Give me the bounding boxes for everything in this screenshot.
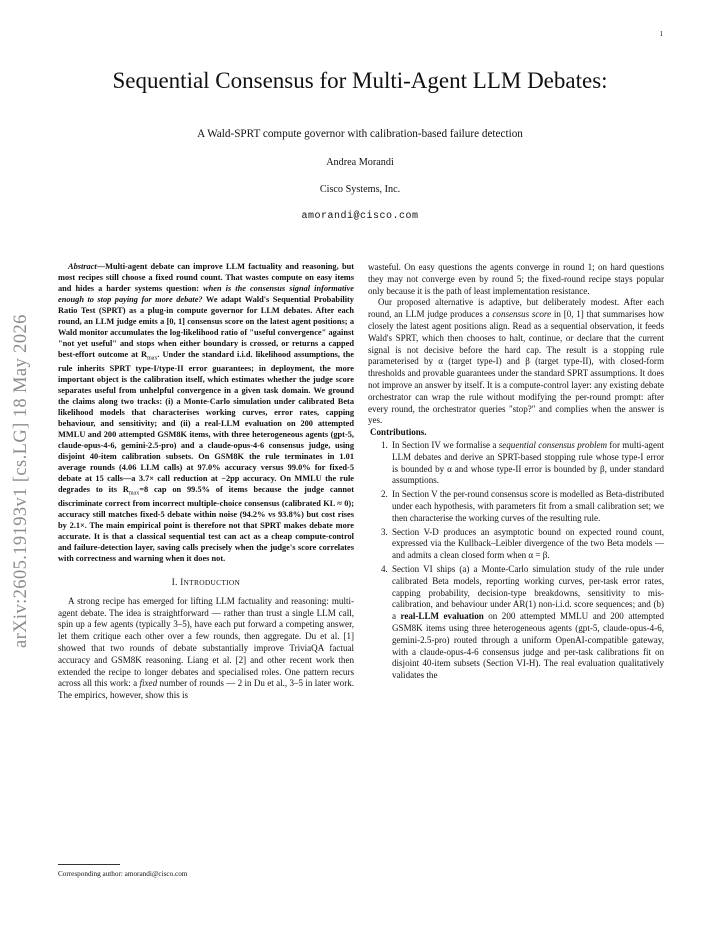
contribution-item: 1. In Section IV we formalise a sequential consensus problem for multi-agent LLM debates and derive an SPRT-based stopping rule whose type-I error is bounded by α and whose type-II error is bounded by β, under standard assumptions. [390, 440, 664, 487]
author-affiliation: Cisco Systems, Inc. [319, 184, 401, 195]
paper-subtitle: A Wald-SPRT compute governor with calibration-based failure detection [197, 128, 523, 140]
intro-paragraph-1-cont: wasteful. On easy questions the agents converge in round 1; on hard questions they may not converge even by round 5; the fixed-round recipe stays popular only because it is the path of least implementation resistance. [368, 262, 664, 296]
abstract-text-2: We adapt Wald's Sequential Probability Ratio Test (SPRT) as a plug-in compute governor for LLM debates. After each round, an LLM judge emits a [0, 1] consensus score on the latest agent positions; a Wald monitor accumulates the log-likelihood ratio of "useful convergence" against "not yet useful" and stops when either boundary is crossed, or returns a capped best-effort outcome at R [58, 294, 354, 359]
contributions-list [368, 440, 664, 682]
abstract-text-3: . Under the standard i.i.d. likelihood assumptions, the rule inherits SPRT type-I/type-II error guarantees; in deployment, the more important object is the calibration itself, which estimates whether the judge score separates useful from unhelpful convergence in a given task domain. We ground the claims along two tracks: (i) a Monte-Carlo simulation under calibrated Beta likelihood models that characterises working curves, error rates, capping behaviour, and sensitivity; and (ii) a real-LLM evaluation on 200 attempted MMLU and 200 attempted GSM8K items, with three heterogeneous agents (gpt-5, claude-opus-4-6, gemini-2.5-pro) and a claude-opus-4-6 consensus judge, using disjoint 40-item calibration subsets. On GSM8K the rule terminates in 1.01 average rounds (4.06 LLM calls) at 97.0% accuracy versus 99.0% for fixed-5 debate at 15 calls—a 3.7× call reduction at −2pp accuracy. On MMLU the rule degrades to its R [58, 349, 355, 494]
page-number: 1 [659, 30, 663, 38]
contribution-item: 2. In Section V the per-round consensus score is modelled as Beta-distributed under each hypothesis, with parameters fit from a small calibration set; we then characterise the working curves of the resulting rule. [390, 489, 664, 524]
section-heading-introduction: I. INTRODUCTION [171, 577, 241, 588]
right-column [368, 262, 664, 684]
abstract-text-4: =8 cap on 99.5% of items because the judge cannot discriminate correct from incorrect multiple-choice consensus (calibrated KL ≈ 0); accuracy still matches fixed-5 debate within noise (94.2% vs 93.8%) but cost rises by 2.1×. The main empirical point is therefore not that SPRT makes debate more accurate. It is that a classical sequential test can act as a cheap compute-control and failure-detection layer, saving calls precisely when the judge's score correlates with correctness and warning when it does not. [58, 484, 354, 564]
contributions-heading: Contributions. [370, 427, 427, 438]
arxiv-stamp: arXiv:2605.19193v1 [cs.LG] 18 May 2026 [11, 314, 31, 648]
paper-title: Sequential Consensus for Multi-Agent LLM Debates: [112, 68, 608, 93]
footnote-rule [58, 864, 120, 865]
abstract-question: when is the consensus signal informative enough to stop paying for more debate? [58, 283, 354, 304]
abstract-text-1: Multi-agent debate can improve LLM factuality and reasoning, but most recipes still choose a fixed round count. That wastes compute on easy items and hides a harder systems question: [58, 262, 354, 293]
abstract-lead: Abstract [68, 262, 97, 271]
contribution-item: 3. Section V-D produces an asymptotic bound on expected round count, expressed via the Kullback–Leibler divergence of the two Beta models — and admits a clean closed form when α = β. [390, 527, 664, 562]
author-email: amorandi@cisco.com [301, 211, 419, 222]
footnote: Corresponding author: amorandi@cisco.com [58, 870, 188, 878]
contribution-item: 4. Section VI ships (a) a Monte-Carlo simulation study of the rule under calibrated Beta models, reporting working curves, per-task error rates, capping probability, decision-type breakdowns, sensitivity to mis-calibration, and behaviour under AR(1) non-i.i.d. score sequences; and (b) a real-LLM evaluation on 200 attempted MMLU and 200 attempted GSM8K items using three heterogeneous agents (gpt-5, claude-opus-4-6, gemini-2.5-pro) routed through a uniform OpenAI-compatible gateway, with a claude-opus-4-6 consensus judge and per-task calibrations fit on disjoint 40-item subsets (Section VI-H). The real evaluation qualitatively validates the [390, 564, 664, 682]
author-name: Andrea Morandi [326, 157, 394, 168]
left-column [58, 262, 354, 702]
intro-paragraph-2: Our proposed alternative is adaptive, but deliberately modest. After each round, an LLM judge produces a consensus score in [0, 1] that summarises how closely the latest agent positions align. Read as a sequential observation, it feeds Wald's SPRT, which then chooses to halt, continue, or declare that the current signal is not decisive before the hard cap. The result is a stopping rule parameterised by α (target type-I) and β (target type-II), with closed-form thresholds and provable guarantees under the standard SPRT assumptions. It does not improve an answer by itself. It is a compute-control layer: any existing debate orchestrator can wrap the rule without modifying the per-round prompt: after every round, the orchestrator queries "stop?" and complies when the answer is yes. [368, 297, 664, 426]
abstract: Abstract—Multi-agent debate can improve LLM factuality and reasoning, but most recipes still choose a fixed round count. That wastes compute on easy items and hides a harder systems question: when is the consensus signal informative enough to stop paying for more debate? We adapt Wald's Sequential Probability Ratio Test (SPRT) as a plug-in compute governor for LLM debates. After each round, an LLM judge emits a [0, 1] consensus score on the latest agent positions; a Wald monitor accumulates the log-likelihood ratio of "useful convergence" against "not yet useful" and stops when either boundary is crossed, or returns a capped best-effort outcome at $R_{max}$. Under the standard i.i.d. likelihood assumptions, the rule inherits SPRT type-I/type-II error guarantees; in deployment, the more important object is the calibration itself, which estimates whether the judge score separates useful from unhelpful convergence in a given task domain. We ground the claims along two tracks: (i) a Monte-Carlo simulation under calibrated Beta likelihood models that characterises working curves, error rates, capping behaviour, and sensitivity; and (ii) a real-LLM evaluation on 200 attempted MMLU and 200 attempted GSM8K items, with three heterogeneous agents (gpt-5, claude-opus-4-6, gemini-2.5-pro) and a claude-opus-4-6 consensus judge, using disjoint 40-item calibration subsets. On GSM8K the rule terminates in 1.01 average rounds (4.06 LLM calls) at 97.0% accuracy versus 99.0% for fixed-5 debate at 15 calls—a 3.7× call reduction at −2pp accuracy. On MMLU the rule degrades to its $R_{max}=8$ cap on 99.5% of items because the judge cannot discriminate correct from incorrect multiple-choice consensus (calibrated KL ≈ 0); accuracy still matches fixed-5 debate within noise (94.2% vs 93.8%) but cost rises by 2.1×. The main empirical point is therefore not that SPRT makes debate more accurate. It is that a classical sequential test can act as a cheap compute-control and failure-detection layer, saving calls precisely when the judge's score correlates with correctness and warning when it does not. [58, 262, 355, 564]
intro-paragraph-1: A strong recipe has emerged for lifting LLM factuality and reasoning: multi-agent debate. The idea is straightforward — rather than trust a single LLM call, spin up a few agents (typically 3–5), have each put forward a competing answer, let them critique each other over a few rounds, then aggregate. Du et al. [1] showed that two rounds of debate substantially improve TriviaQA factual accuracy and GSM8K reasoning. Liang et al. [2] and other recent work then extended the recipe to longer debates and specialised roles. One pattern recurs across all this work: a fixed number of rounds — 2 in Du et al., 3–5 in later work. The empirics, however, show this is [58, 595, 355, 701]
